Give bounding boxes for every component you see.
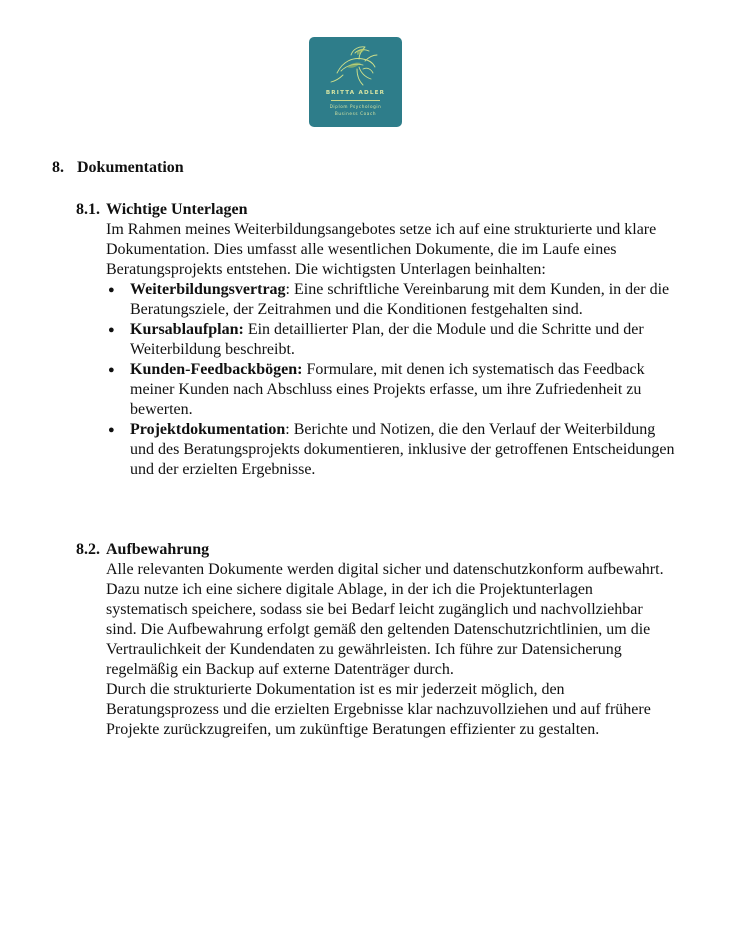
list-item-description: : Berichte und Notizen, die den Verlauf der Weiterbildung und des Beratungsprojekts dokumentieren, inklusive der getroffenen Entscheidungen und der erzielten Ergebnisse.	[130, 421, 675, 478]
list-item	[106, 360, 676, 420]
logo-britta-adler	[309, 37, 402, 127]
subsection-heading-8-1	[76, 200, 247, 220]
paragraph: Durch die strukturierte Dokumentation ist es mir jederzeit möglich, den Beratungsprozess und die erzielten Ergebnisse klar nachzuvollziehen und auf frühere Projekte zurückzugreifen, um zukünftige Beratungen effizienter zu gestalten.	[106, 681, 651, 738]
list-item-description: : Eine schriftliche Vereinbarung mit dem Kunden, in der die Beratungsziele, der Zeitrahmen und die Konditionen festgehalten sind.	[130, 281, 670, 318]
list-item	[106, 320, 676, 360]
bullet-icon: ●	[108, 364, 115, 376]
subsection-body-8-1	[106, 220, 676, 480]
list-item-description: Ein detaillierter Plan, der die Module und die Schritte und der Weiterbildung beschreibt.	[130, 321, 644, 358]
subsection-title: Wichtige Unterlagen	[106, 201, 248, 218]
list-item	[106, 280, 676, 320]
subsection-body-8-2	[106, 560, 676, 740]
document-list	[106, 280, 676, 480]
intro-paragraph: Im Rahmen meines Weiterbildungsangebotes setze ich auf eine strukturierte und klare Dokumentation. Dies umfasst alle wesentlichen Dokumente, die im Laufe eines Beratungsprojekts entstehen. Die wichtigsten Unterlagen beinhalten:	[106, 221, 657, 278]
list-item-term: Kunden-Feedbackbögen:	[130, 361, 303, 378]
list-item	[106, 420, 676, 480]
logo-name: BRITTA ADLER	[325, 90, 386, 96]
logo-subtitle-1: Diplom Psychologin	[329, 104, 382, 109]
bullet-icon: ●	[108, 424, 115, 436]
logo-subtitle-2: Business Coach	[334, 111, 377, 116]
bullet-icon: ●	[108, 324, 115, 336]
paragraph: Alle relevanten Dokumente werden digital sicher und datenschutzkonform aufbewahrt. Dazu nutze ich eine sichere digitale Ablage, in der ich die Projektunterlagen systematisch speichere, sodass sie bei Bedarf leicht zugänglich und nachvollziehbar sind. Die Aufbewahrung erfolgt gemäß den geltenden Datenschutzrichtlinien, um die Vertraulichkeit der Kundendaten zu gewährleisten. Ich führe zur Datensicherung regelmäßig ein Backup auf externe Datenträger durch.	[106, 561, 664, 678]
list-item-term: Projektdokumentation	[130, 421, 286, 438]
list-item-term: Weiterbildungsvertrag	[130, 281, 286, 298]
list-item-term: Kursablaufplan:	[130, 321, 244, 338]
logo-divider	[331, 100, 380, 101]
bullet-icon: ●	[108, 284, 115, 296]
section-heading	[52, 158, 184, 178]
section-number: 8.	[52, 159, 64, 176]
hummingbird-icon	[329, 43, 381, 87]
subsection-heading-8-2	[76, 540, 209, 560]
section-title: Dokumentation	[77, 159, 184, 176]
subsection-number: 8.1.	[76, 201, 100, 218]
subsection-number: 8.2.	[76, 541, 100, 558]
subsection-title: Aufbewahrung	[106, 541, 210, 558]
list-item-description: Formulare, mit denen ich systematisch das Feedback meiner Kunden nach Abschluss eines Projekts erfasse, um ihre Zufriedenheit zu bewerten.	[130, 361, 645, 418]
